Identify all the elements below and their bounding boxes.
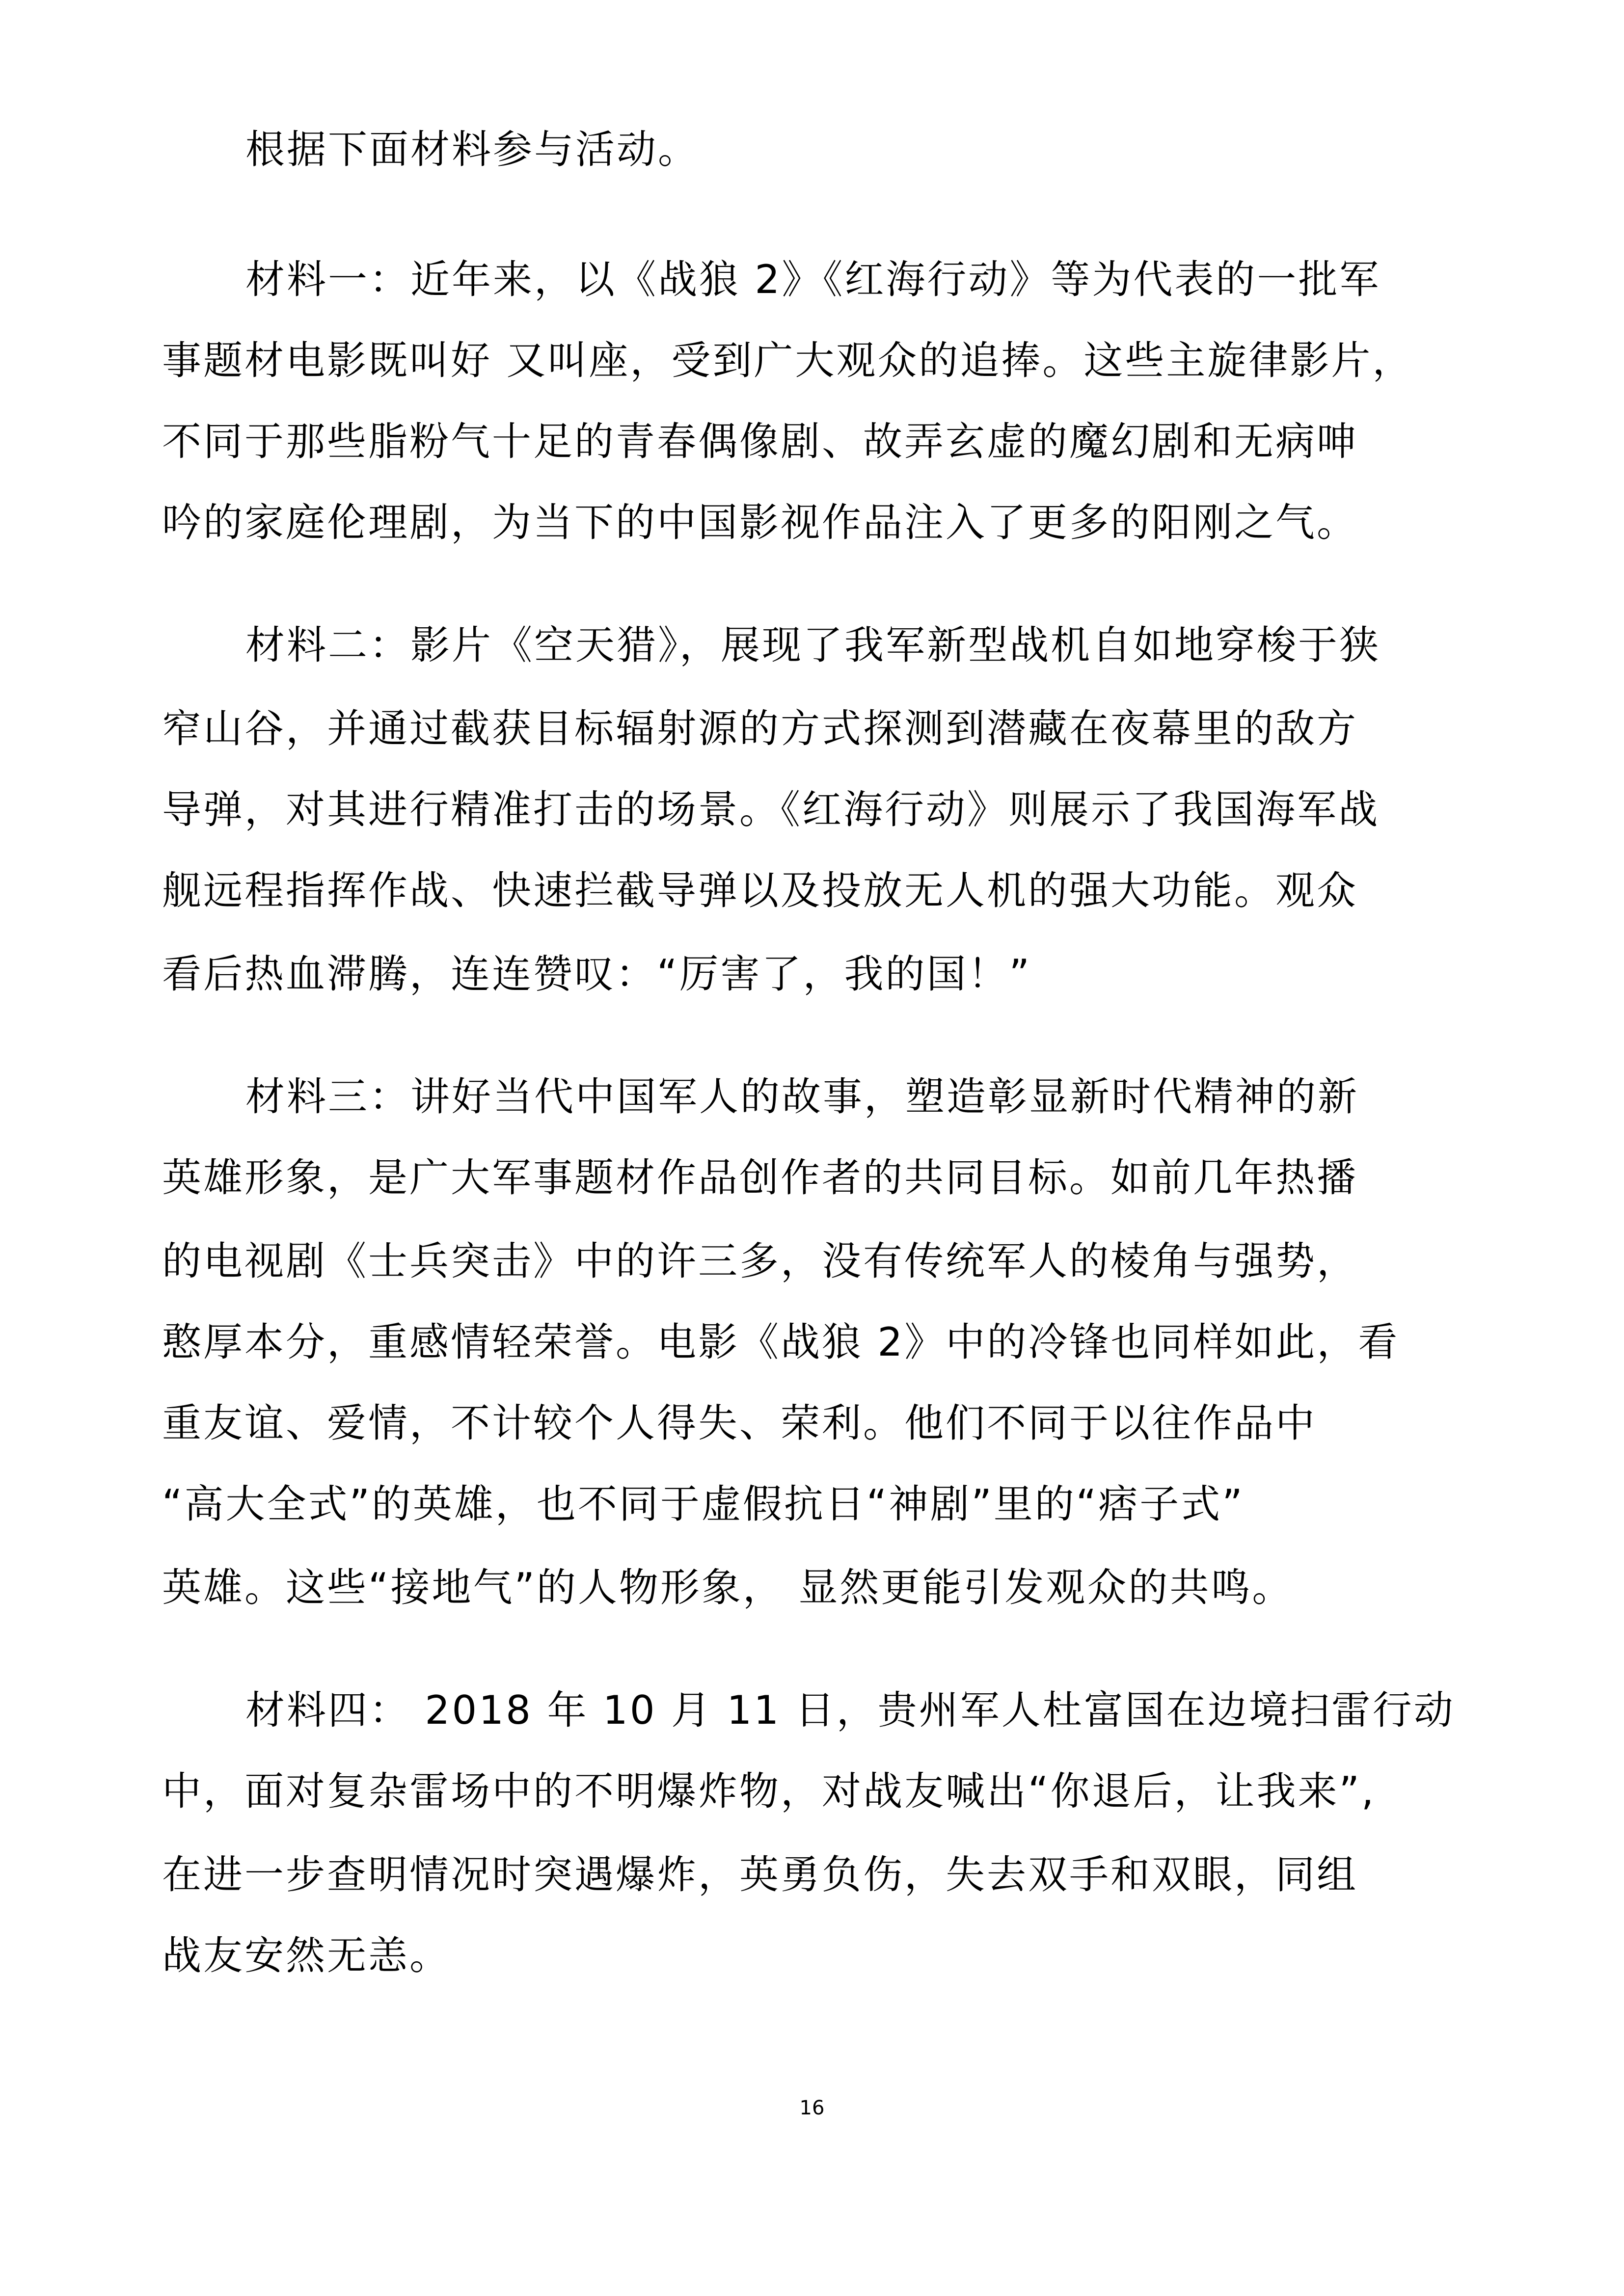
- material-3-line-2: 英雄形象，是广大军事题材作品创作者的共同目标。如前几年热播: [162, 1155, 1358, 1201]
- material-2-line-3: 导弹，对其进行精准打击的场景。《红海行动》则展示了我国海军战: [162, 787, 1380, 832]
- material-4-line-4: 战友安然无恙。: [162, 1933, 451, 1978]
- material-4-line-1: 材料四： 2018 年 10 月 11 日，贵州军人杜富国在边境扫雷行动: [245, 1687, 1455, 1733]
- material-1-line-2: 事题材电影既叫好 又叫座，受到广大观众的追捧。这些主旋律影片，: [162, 338, 1414, 383]
- page-number: 16: [799, 2097, 825, 2119]
- material-2-line-1: 材料二：影片《空天猎》，展现了我军新型战机自如地穿梭于狭: [245, 622, 1380, 668]
- intro-line: 根据下面材料参与活动。: [245, 127, 699, 172]
- material-4-line-2: 中，面对复杂雷场中的不明爆炸物，对战友喊出“你退后，让我来”,: [162, 1768, 1376, 1814]
- material-3-line-5: 重友谊、爱情，不计较个人得失、荣利。他们不同于以往作品中: [162, 1400, 1317, 1446]
- material-1-line-1: 材料一：近年来，以《战狼 2》《红海行动》等为代表的一批军: [245, 257, 1381, 302]
- material-3-line-3: 的电视剧《士兵突击》中的许三多，没有传统军人的棱角与强势，: [162, 1238, 1358, 1284]
- material-1-line-4: 吟的家庭伦理剧，为当下的中国影视作品注入了更多的阳刚之气。: [162, 500, 1358, 545]
- material-3-line-4: 憨厚本分，重感情轻荣誉。电影《战狼 2》中的冷锋也同样如此，看: [162, 1319, 1400, 1365]
- material-2-line-4: 舰远程指挥作战、快速拦截导弹以及投放无人机的强大功能。观众: [162, 868, 1358, 913]
- material-4-line-3: 在进一步查明情况时突遇爆炸，英勇负伤，失去双手和双眼，同组: [162, 1852, 1358, 1897]
- material-3-line-7: 英雄。这些“接地气”的人物形象， 显然更能引发观众的共鸣。: [162, 1565, 1294, 1610]
- material-3-line-1: 材料三：讲好当代中国军人的故事，塑造彰显新时代精神的新: [245, 1074, 1359, 1120]
- material-2-line-5: 看后热血滞腾，连连赞叹：“厉害了，我的国！”: [162, 951, 1031, 997]
- material-1-line-3: 不同于那些脂粉气十足的青春偶像剧、故弄玄虚的魔幻剧和无病呻: [162, 419, 1358, 464]
- material-2-line-2: 窄山谷，并通过截获目标辐射源的方式探测到潜藏在夜幕里的敌方: [162, 706, 1358, 751]
- material-3-line-6: “高大全式”的英雄，也不同于虚假抗日“神剧”里的“痞子式”: [162, 1481, 1245, 1527]
